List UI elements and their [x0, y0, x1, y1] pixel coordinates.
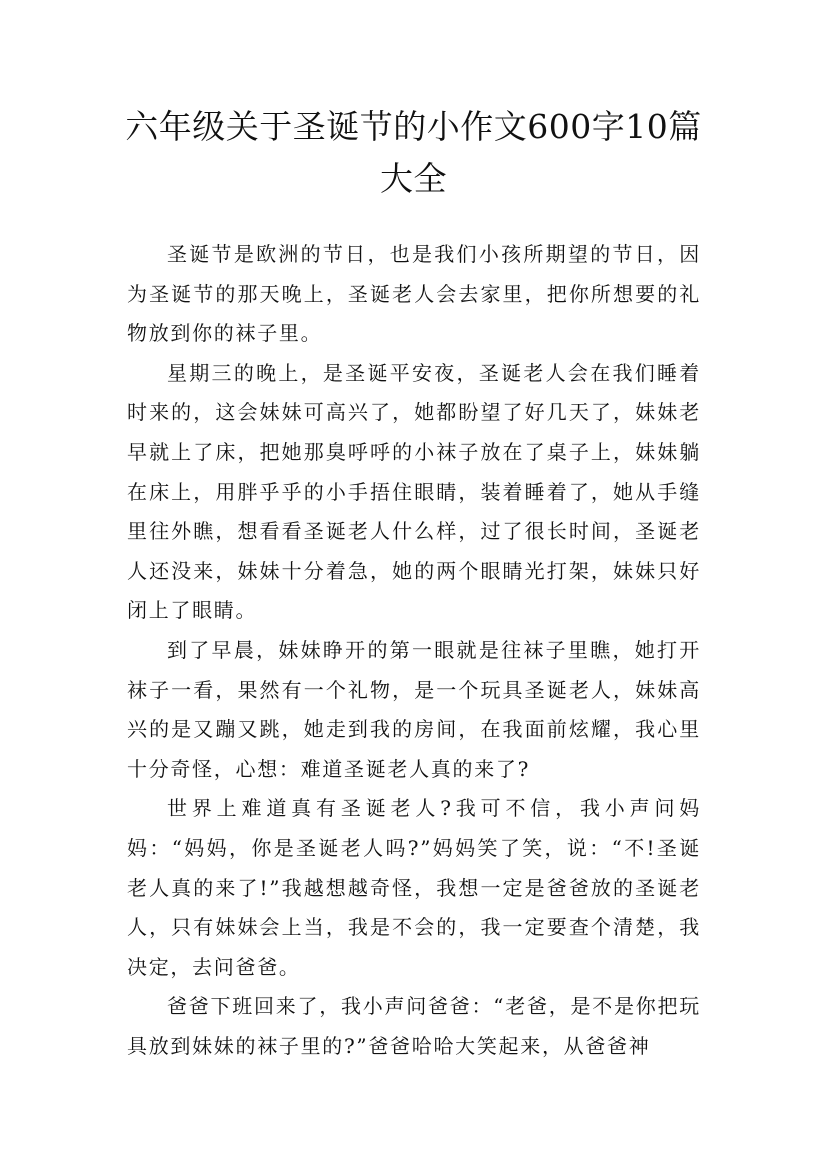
paragraph-3: 到了早晨，妹妹睁开的第一眼就是往袜子里瞧，她打开袜子一看，果然有一个礼物，是一个玩具圣诞老人，妹妹高兴的是又蹦又跳，她走到我的房间，在我面前炫耀，我心里十分奇怪，心想：难道圣诞老人真的来了?: [127, 637, 701, 781]
paragraph-1: 圣诞节是欧洲的节日，也是我们小孩所期望的节日，因为圣诞节的那天晚上，圣诞老人会去家里，把你所想要的礼物放到你的袜子里。: [127, 242, 701, 346]
document-title: 六年级关于圣诞节的小作文600字10篇大全: [125, 107, 702, 198]
paragraph-2: 星期三的晚上，是圣诞平安夜，圣诞老人会在我们睡着时来的，这会妹妹可高兴了，她都盼望了好几天了，妹妹老早就上了床，把她那臭呼呼的小袜子放在了桌子上，妹妹躺在床上，用胖乎乎的小手捂住眼睛，装着睡着了，她从手缝里往外瞧，想看看圣诞老人什么样，过了很长时间，圣诞老人还没来，妹妹十分着急，她的两个眼睛光打架，妹妹只好闭上了眼睛。: [127, 360, 701, 623]
document-body: [127, 235, 701, 1066]
paragraph-4: 世界上难道真有圣诞老人?我可不信，我小声问妈妈：“妈妈，你是圣诞老人吗?”妈妈笑了笑，说：“不!圣诞老人真的来了!”我越想越奇怪，我想一定是爸爸放的圣诞老人，只有妹妹会上当，我是不会的，我一定要查个清楚，我决定，去问爸爸。: [127, 796, 701, 979]
paragraph-5: 爸爸下班回来了，我小声问爸爸：“老爸，是不是你把玩具放到妹妹的袜子里的?”爸爸哈哈大笑起来，从爸爸神: [127, 994, 701, 1058]
